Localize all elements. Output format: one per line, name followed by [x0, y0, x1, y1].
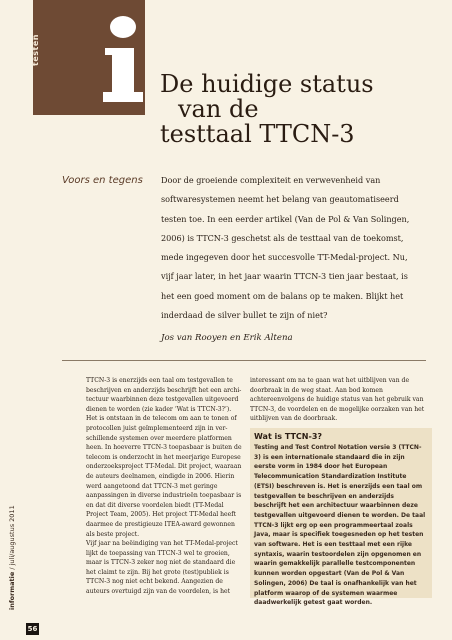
page-number: 56 [27, 625, 38, 633]
section-tag: testen [31, 34, 40, 66]
body-column-left [86, 376, 244, 597]
running-head-magazine: informatie [8, 571, 16, 610]
body-paragraph: TTCN-3 is enerzijds een taal om testgevallen te beschrijven en anderzijds beschrijft het een architectuur waarbinnen deze testgevallen uitgevoerd dienen te worden (zie kader ‘Wat is TTCN-3?’). Het is ontstaan in de telecom om aan te tonen of protocollen juist geïmplementeerd zijn in verschillende systemen over meerdere platformen heen. In hoeverre TTCN-3 toepasbaar is buiten de telecom is onderzocht in het meerjarige Europese onderzoeksproject TT-Medal. Dit project, waaraan de auteurs deelnamen, eindigde in 2006. Hierin werd aangetoond dat TTCN-3 met geringe aanpassingen in diverse industrieën toepasbaar is en dat dit diverse voordelen biedt (TT-Medal Project Team, 2005). Het project TT-Medal heeft daarmee de prestigieuze ITEA-award gewonnen als beste project. [86, 377, 242, 538]
body-column-right [250, 376, 430, 424]
running-head-issue: / juli/augustus 2011 [8, 505, 16, 572]
title-line-2: van de [178, 95, 259, 123]
running-head [8, 505, 16, 610]
sidebar-box [250, 428, 432, 607]
intro-paragraph: Door de groeiende complexiteit en verwevenheid van softwaresystemen neemt het belang van geautomatiseerd testen toe. In een eerder artikel (Van de Pol & Van Solingen, 2006) is TTCN-3 geschetst als de testtaal van de toekomst, mede ingegeven door het succesvolle TT-Medal-project. Nu, vijf jaar later, in het jaar waarin TTCN-3 tien jaar bestaat, is het een goed moment om de balans op te maken. Blijkt het inderdaad de silver bullet te zijn of niet? [161, 175, 410, 321]
sidebar-text: Testing and Test Control Notation versie 3 (TTCN-3) is een internationale standaard die in zijn eerste vorm in 1984 door het European Telecommunication Standardization Institute (ETSI) beschreven is. Het is enerzijds een taal om testgevallen te beschrijven en anderzijds beschrijft het een architectuur waarbinnen deze testgevallen uitgevoerd dienen te worden. De taal TTCN-3 lijkt erg op een programmeertaal zoals Java, maar is specifiek toegesneden op het testen van software. Het is een testtaal met een rijke syntaxis, waarin testoordelen zijn opgenomen en waarin gemakkelijk parallelle testcomponenten kunnen worden opgestart (Van de Pol & Van Solingen, 2006) De taal is onafhankelijk van het platform waarop of de systemen waarmee daadwerkelijk getest gaat worden. [254, 444, 426, 607]
kicker: Voors en tegens [62, 175, 143, 186]
info-icon [103, 16, 143, 112]
body-paragraph: Vijf jaar na beëindiging van het TT-Medal-project lijkt de toepassing van TTCN-3 wel te groeien, maar is TTCN-3 zeker nog niet de standaard die het claimt te zijn. Bij het grote (test)publiek is TTCN-3 nog niet echt bekend. Aangezien de auteurs overtuigd zijn van de voordelen, is het [86, 540, 238, 596]
sidebar-heading: Wat is TTCN-3? [254, 432, 323, 441]
page-title [160, 72, 430, 147]
divider [62, 360, 426, 361]
authors: Jos van Rooyen en Erik Altena [161, 333, 293, 343]
title-line-3: testtaal TTCN-3 [160, 120, 355, 148]
body-paragraph: interessant om na te gaan wat het uitblijven van de doorbraak in de weg staat. Aan bod komen achtereenvolgens de huidige status van het gebruik van TTCN-3, de voordelen en de mogelijke oorzaken van het uitblijven van de doorbraak. [250, 377, 425, 423]
title-line-1: De huidige status [160, 70, 374, 98]
section-logo-box [33, 0, 145, 115]
